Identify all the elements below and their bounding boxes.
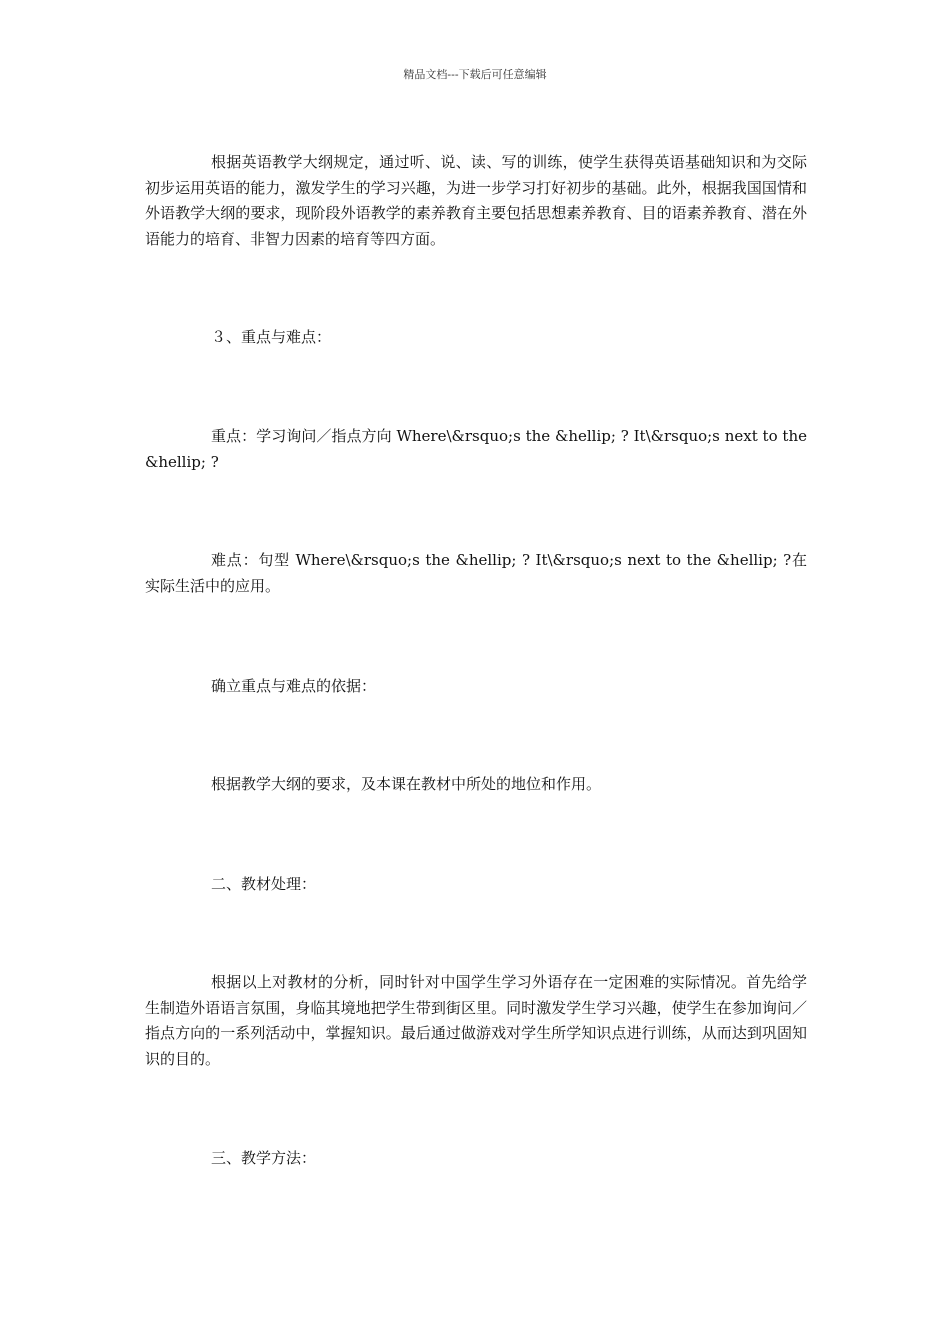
section-heading-key-points: ３、重点与难点： [211,328,332,346]
section-heading-material-handling: 二、教材处理： [211,875,317,893]
paragraph-key-point: 重点：学习询问／指点方向 Where\&rsquo;s the &hellip; ? It\&rsquo;s next to the &hellip; ? [145,427,807,471]
paragraph-difficult-point: 难点：句型 Where\&rsquo;s the &hellip; ? It\&rsquo;s next to the &hellip; ?在实际生活中的应用。 [145,551,807,595]
section-heading-teaching-methods: 三、教学方法： [211,1149,317,1167]
paragraph-teaching-goals: 根据英语教学大纲规定，通过听、说、读、写的训练，使学生获得英语基础知识和为交际初步运用英语的能力，激发学生的学习兴趣，为进一步学习打好初步的基础。此外，根据我国国情和外语教学大纲的要求，现阶段外语教学的素养教育主要包括思想素养教育、目的语素养教育、潜在外语能力的培育、非智力因素的培育等四方面。 [145,153,807,248]
paragraph-basis: 根据教学大纲的要求，及本课在教材中所处的地位和作用。 [211,775,602,793]
paragraph-basis-heading: 确立重点与难点的依据： [211,677,377,695]
paragraph-material-handling: 根据以上对教材的分析，同时针对中国学生学习外语存在一定困难的实际情况。首先给学生制造外语语言氛围，身临其境地把学生带到街区里。同时激发学生学习兴趣，使学生在参加询问／指点方向的一系列活动中，掌握知识。最后通过做游戏对学生所学知识点进行训练，从而达到巩固知识的目的。 [145,973,807,1068]
page-header: 精品文档---下载后可任意编辑 [403,68,547,81]
